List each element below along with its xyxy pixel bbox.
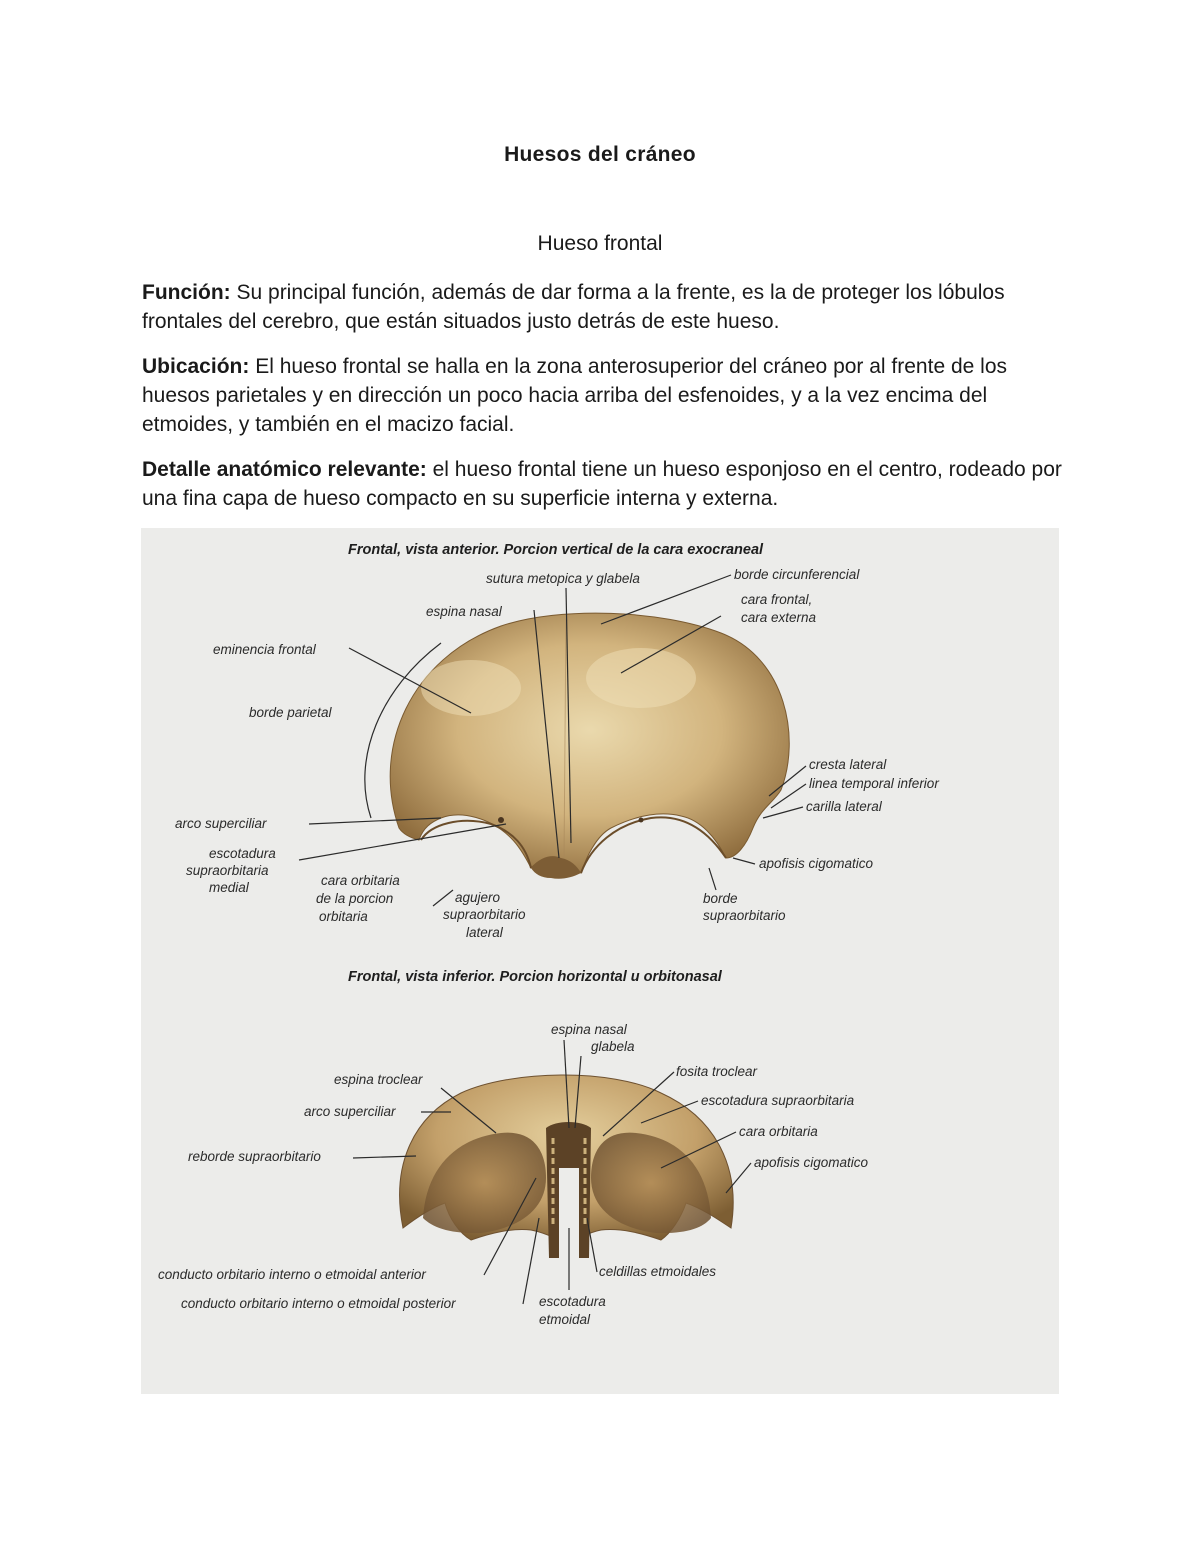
label-fosita-troclear: fosita troclear xyxy=(676,1064,758,1079)
top-figure-heading: Frontal, vista anterior. Porcion vertical de la cara exocraneal xyxy=(348,542,764,558)
label-borde-parietal: borde parietal xyxy=(249,705,332,720)
label-agujero-3: lateral xyxy=(466,925,503,940)
label-borde-supraorbitario-2: supraorbitario xyxy=(703,908,786,923)
label-conducto-anterior: conducto orbitario interno o etmoidal anterior xyxy=(158,1267,426,1282)
label-agujero-2: supraorbitario xyxy=(443,907,526,922)
label-carilla-lateral: carilla lateral xyxy=(806,799,882,814)
label-espina-nasal-inf: espina nasal xyxy=(551,1022,627,1037)
label-escotadura-3: medial xyxy=(209,880,249,895)
text-ubicacion: El hueso frontal se halla en la zona anterosuperior del cráneo por al frente de los huesos parietales y en dirección un poco hacia arriba del esfenoides, y a la vez encima del etmoides, y también en el macizo facial. xyxy=(142,355,1007,436)
label-arco-superciliar-inf: arco superciliar xyxy=(304,1104,396,1119)
label-escotadura-etmoidal-1: escotadura xyxy=(539,1294,606,1309)
label-celdillas-etmoidales: celdillas etmoidales xyxy=(599,1264,717,1279)
text-detalle: el hueso frontal tiene un hueso esponjoso en el centro, rodeado por una fina capa de hueso compacto en su superficie interna y externa. xyxy=(142,458,1062,510)
label-borde-circunferencial: borde circunferencial xyxy=(734,567,860,582)
label-apofisis-cigomatico-inf: apofisis cigomatico xyxy=(754,1155,869,1170)
bottom-figure-heading: Frontal, vista inferior. Porcion horizontal u orbitonasal xyxy=(348,969,722,985)
paragraph-ubicacion xyxy=(142,352,1062,439)
label-cara-orbitaria-3: orbitaria xyxy=(319,909,368,924)
label-ubicacion: Ubicación: xyxy=(142,355,250,378)
label-linea-temporal: linea temporal inferior xyxy=(809,776,939,791)
label-cara-frontal-1: cara frontal, xyxy=(741,592,813,607)
label-funcion: Función: xyxy=(142,281,231,304)
label-espina-troclear: espina troclear xyxy=(334,1072,423,1087)
label-cresta-lateral: cresta lateral xyxy=(809,757,887,772)
document-title: Huesos del cráneo xyxy=(504,143,696,166)
paragraph-funcion xyxy=(142,278,1062,336)
text-funcion: Su principal función, además de dar forma a la frente, es la de proteger los lóbulos frontales del cerebro, que están situados justo detrás de este hueso. xyxy=(142,281,1005,333)
frontal-inferior-view xyxy=(400,1075,734,1258)
label-borde-supraorbitario-1: borde xyxy=(703,891,738,906)
label-cara-orbitaria-1: cara orbitaria xyxy=(321,873,400,888)
label-detalle: Detalle anatómico relevante: xyxy=(142,458,427,481)
label-reborde-supraorbitario: reborde supraorbitario xyxy=(188,1149,321,1164)
label-cara-frontal-2: cara externa xyxy=(741,610,817,625)
label-cara-orbitaria-inf: cara orbitaria xyxy=(739,1124,818,1139)
label-glabela: glabela xyxy=(591,1039,635,1054)
label-sutura-metopica: sutura metopica y glabela xyxy=(486,571,640,586)
label-escotadura-1: escotadura xyxy=(209,846,276,861)
frontal-bone-illustration xyxy=(141,528,1059,1394)
label-cara-orbitaria-2: de la porcion xyxy=(316,891,394,906)
section-subtitle: Hueso frontal xyxy=(537,232,663,255)
label-agujero-1: agujero xyxy=(455,890,501,905)
label-escotadura-2: supraorbitaria xyxy=(186,863,269,878)
label-escotadura-etmoidal-2: etmoidal xyxy=(539,1312,591,1327)
label-arco-superciliar: arco superciliar xyxy=(175,816,267,831)
label-eminencia-frontal: eminencia frontal xyxy=(213,642,316,657)
label-espina-nasal: espina nasal xyxy=(426,604,502,619)
paragraph-detalle xyxy=(142,455,1062,513)
anatomy-figure xyxy=(141,528,1059,1394)
label-apofisis-cigomatico: apofisis cigomatico xyxy=(759,856,874,871)
frontal-anterior-view xyxy=(390,613,789,879)
label-conducto-posterior: conducto orbitario interno o etmoidal posterior xyxy=(181,1296,456,1311)
label-escotadura-supraorbitaria: escotadura supraorbitaria xyxy=(701,1093,855,1108)
